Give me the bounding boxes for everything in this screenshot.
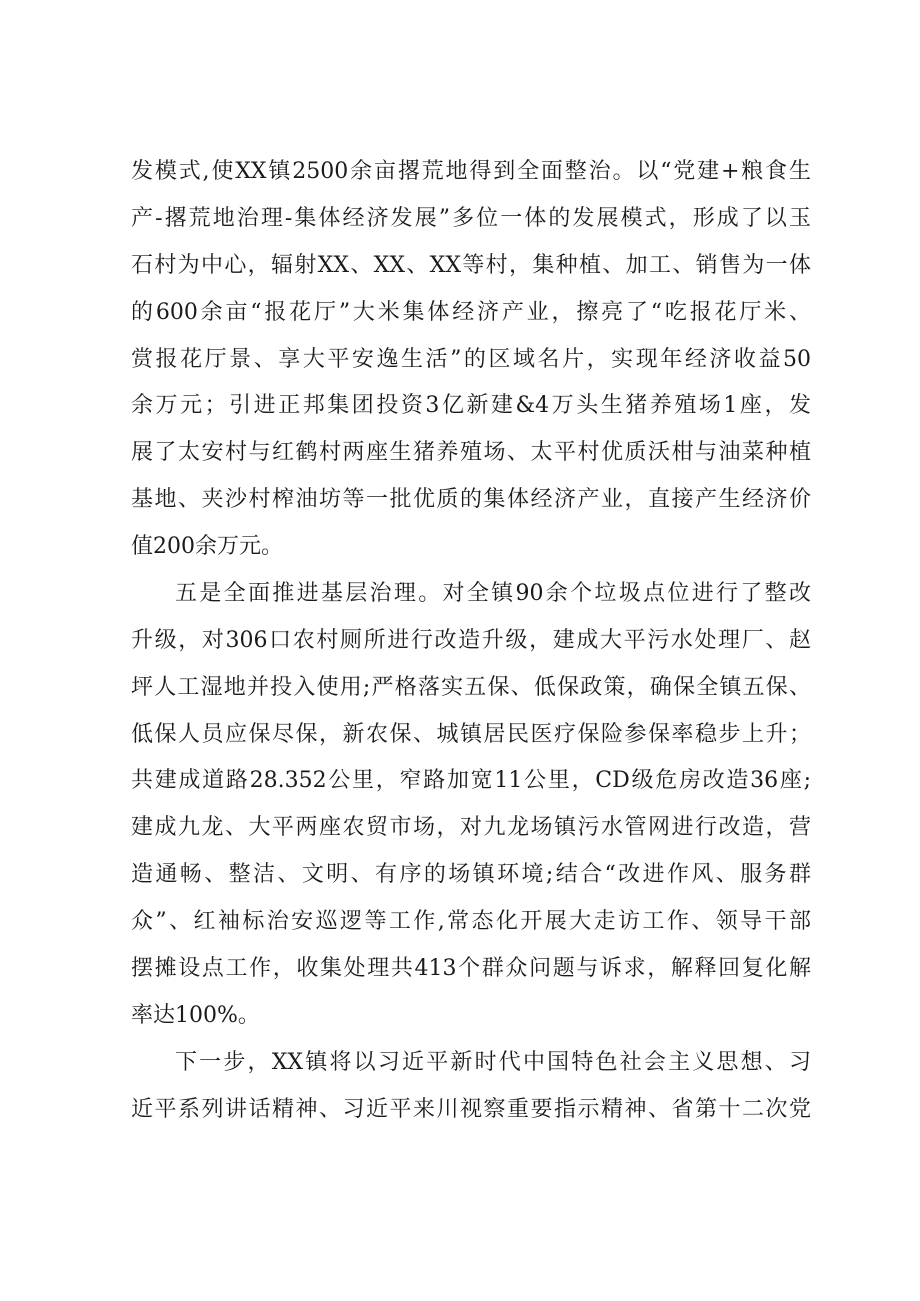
text-line: 余万元；引进正邦集团投资3亿新建&4万头生猪养殖场1座，发 <box>131 393 811 418</box>
text-line: 基地、夹沙村榨油坊等一批优质的集体经济产业，直接产生经济价 <box>131 487 811 512</box>
text-line: 展了太安村与红鹤村两座生猪养殖场、太平村优质沃柑与油菜种植 <box>131 440 811 465</box>
text-line: 摆摊设点工作，收集处理共413个群众问题与诉求，解释回复化解 <box>131 956 811 981</box>
text-line: 发模式,使XX镇2500余亩撂荒地得到全面整治。以“党建+粮食生 <box>131 159 811 184</box>
text-line: 建成九龙、大平两座农贸市场，对九龙场镇污水管网进行改造，营 <box>131 815 811 840</box>
text-line: 共建成道路28.352公里，窄路加宽11公里，CD级危房改造36座; <box>131 768 811 793</box>
text-line: 赏报花厅景、享大平安逸生活”的区域名片，实现年经济收益50 <box>131 347 811 372</box>
text-line: 坪人工湿地并投入使用;严格落实五保、低保政策，确保全镇五保、 <box>131 675 811 700</box>
text-line: 的600余亩“报花厅”大米集体经济产业，擦亮了“吃报花厅米、 <box>131 300 811 325</box>
text-line: 造通畅、整洁、文明、有序的场镇环境;结合“改进作风、服务群 <box>131 862 811 887</box>
text-line: 众”、红袖标治安巡逻等工作,常态化开展大走访工作、领导干部 <box>131 909 811 934</box>
text-line: 石村为中心，辐射XX、XX、XX等村，集种植、加工、销售为一体 <box>131 253 811 278</box>
text-line: 产-撂荒地治理-集体经济发展”多位一体的发展模式，形成了以玉 <box>131 206 811 231</box>
paragraph-first-line: 五是全面推进基层治理。对全镇90余个垃圾点位进行了整改 <box>175 581 811 606</box>
paragraph-first-line: 下一步，XX镇将以习近平新时代中国特色社会主义思想、习 <box>175 1050 811 1075</box>
text-line: 低保人员应保尽保，新农保、城镇居民医疗保险参保率稳步上升； <box>131 722 811 747</box>
text-line: 升级，对306口农村厕所进行改造升级，建成大平污水处理厂、赵 <box>131 628 811 653</box>
paragraph-end-line: 值200余万元。 <box>131 534 283 559</box>
text-line: 近平系列讲话精神、习近平来川视察重要指示精神、省第十二次党 <box>131 1097 811 1122</box>
paragraph-end-line: 率达100%。 <box>131 1003 260 1028</box>
